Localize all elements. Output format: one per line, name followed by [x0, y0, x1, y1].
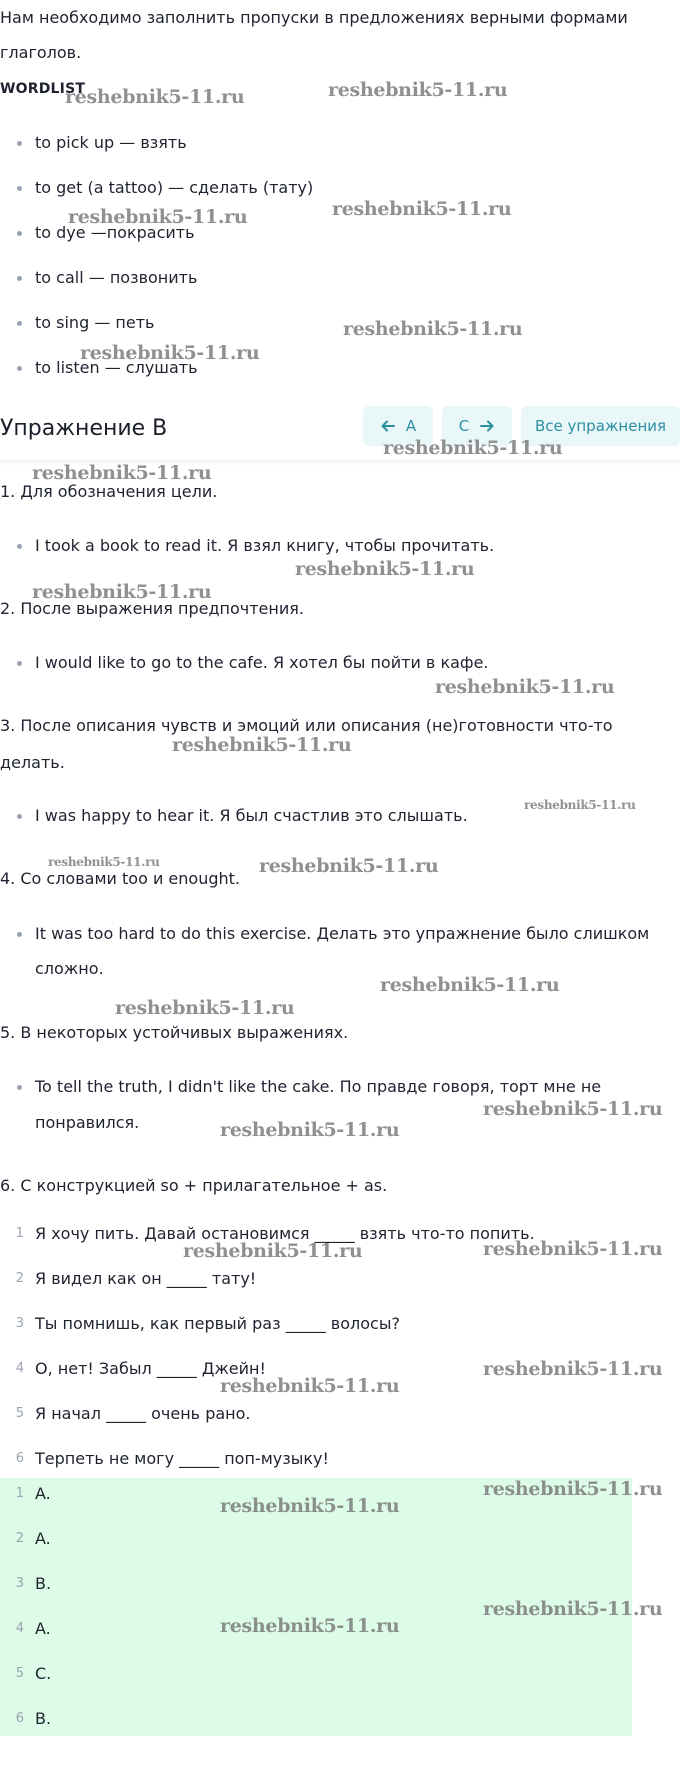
bullet-dot — [17, 141, 22, 146]
rule-example: I would like to go to the cafe. Я хотел бы пойти в кафе. — [35, 653, 489, 672]
bullet-dot — [17, 186, 22, 191]
task-number: 3 — [15, 1316, 24, 1331]
wordlist-item-text: to get (a tattoo) — сделать (тату) — [35, 178, 314, 197]
intro-line: глаголов. — [0, 43, 82, 62]
task-text: Я начал _____ очень рано. — [35, 1404, 251, 1423]
wordlist-item-text: to sing — петь — [35, 313, 155, 332]
answer-text: A. — [35, 1619, 51, 1638]
watermark: reshebnik5-11.ru — [220, 1495, 400, 1517]
rule-example: сложно. — [35, 959, 104, 978]
watermark: reshebnik5-11.ru — [68, 206, 248, 228]
answer-number: 2 — [15, 1531, 24, 1546]
watermark: reshebnik5-11.ru — [343, 318, 523, 340]
watermark: reshebnik5-11.ru — [332, 198, 512, 220]
answer-number: 1 — [15, 1486, 24, 1501]
task-number: 1 — [15, 1226, 24, 1241]
watermark: reshebnik5-11.ru — [483, 1238, 663, 1260]
task-text: Я хочу пить. Давай остановимся _____ взять что-то попить. — [35, 1224, 535, 1243]
bullet-dot — [17, 276, 22, 281]
answer-text: A. — [35, 1529, 51, 1548]
watermark: reshebnik5-11.ru — [65, 86, 245, 108]
answer-text: A. — [35, 1484, 51, 1503]
rule-example: To tell the truth, I didn't like the cake. По правде говоря, торт мне не — [35, 1077, 602, 1096]
watermark: reshebnik5-11.ru — [220, 1615, 400, 1637]
watermark: reshebnik5-11.ru — [48, 855, 160, 869]
bullet-dot — [17, 932, 22, 937]
watermark: reshebnik5-11.ru — [524, 798, 636, 812]
task-number: 5 — [15, 1406, 24, 1421]
rule-title: 3. После описания чувств и эмоций или описания (не)готовности что-то — [0, 716, 613, 735]
arrow-left-icon — [380, 418, 396, 434]
watermark: reshebnik5-11.ru — [435, 676, 615, 698]
watermark: reshebnik5-11.ru — [80, 342, 260, 364]
wordlist-item-text: to pick up — взять — [35, 133, 187, 152]
wordlist-title: WORDLIST — [0, 81, 86, 97]
watermark: reshebnik5-11.ru — [483, 1358, 663, 1380]
rule-example: I took a book to read it. Я взял книгу, чтобы прочитать. — [35, 536, 495, 555]
next-exercise-label: C — [458, 417, 470, 435]
exercise-title: Упражнение B — [0, 416, 168, 441]
rule-title: 2. После выражения предпочтения. — [0, 599, 304, 618]
rule-title: 6. С конструкцией so + прилагательное + as. — [0, 1176, 388, 1195]
rule-example: I was happy to hear it. Я был счастлив это слышать. — [35, 806, 468, 825]
prev-exercise-label: A — [405, 417, 417, 435]
bullet-dot — [17, 661, 22, 666]
bullet-dot — [17, 544, 22, 549]
watermark: reshebnik5-11.ru — [32, 462, 212, 484]
answer-number: 3 — [15, 1576, 24, 1591]
rule-title: делать. — [0, 753, 65, 772]
answer-number: 4 — [15, 1621, 24, 1636]
watermark: reshebnik5-11.ru — [483, 1098, 663, 1120]
wordlist-item-text: to dye —покрасить — [35, 223, 195, 242]
bullet-dot — [17, 321, 22, 326]
watermark: reshebnik5-11.ru — [483, 1478, 663, 1500]
task-text: Ты помнишь, как первый раз _____ волосы? — [35, 1314, 400, 1333]
watermark: reshebnik5-11.ru — [259, 855, 439, 877]
rule-example: It was too hard to do this exercise. Делать это упражнение было слишком — [35, 924, 650, 943]
task-text: Терпеть не могу _____ поп-музыку! — [35, 1449, 329, 1468]
task-text: Я видел как он _____ тату! — [35, 1269, 257, 1288]
task-number: 4 — [15, 1361, 24, 1376]
rule-title: 4. Со словами too и enought. — [0, 869, 240, 888]
task-number: 2 — [15, 1271, 24, 1286]
rule-title: 1. Для обозначения цели. — [0, 482, 218, 501]
answer-text: C. — [35, 1664, 52, 1683]
all-exercises-button[interactable]: Все упражнения — [521, 406, 680, 446]
wordlist-item-text: to listen — слушать — [35, 358, 198, 377]
watermark: reshebnik5-11.ru — [115, 997, 295, 1019]
task-number: 6 — [15, 1451, 24, 1466]
answer-number: 5 — [15, 1666, 24, 1681]
bullet-dot — [17, 814, 22, 819]
watermark: reshebnik5-11.ru — [483, 1598, 663, 1620]
task-text: О, нет! Забыл _____ Джейн! — [35, 1359, 266, 1378]
watermark: reshebnik5-11.ru — [32, 581, 212, 603]
watermark: reshebnik5-11.ru — [172, 734, 352, 756]
watermark: reshebnik5-11.ru — [295, 558, 475, 580]
intro-line: Нам необходимо заполнить пропуски в предложениях верными формами — [0, 8, 628, 27]
rule-example: понравился. — [35, 1113, 140, 1132]
bullet-dot — [17, 1085, 22, 1090]
watermark: reshebnik5-11.ru — [220, 1375, 400, 1397]
watermark: reshebnik5-11.ru — [383, 437, 563, 459]
bullet-dot — [17, 366, 22, 371]
answer-text: B. — [35, 1709, 52, 1728]
rule-title: 5. В некоторых устойчивых выражениях. — [0, 1023, 349, 1042]
watermark: reshebnik5-11.ru — [328, 79, 508, 101]
watermark: reshebnik5-11.ru — [183, 1240, 363, 1262]
watermark: reshebnik5-11.ru — [220, 1119, 400, 1141]
bullet-dot — [17, 231, 22, 236]
watermark: reshebnik5-11.ru — [380, 974, 560, 996]
exercise-header — [0, 400, 680, 460]
wordlist-item-text: to call — позвонить — [35, 268, 198, 287]
answer-number: 6 — [15, 1711, 24, 1726]
answer-text: B. — [35, 1574, 52, 1593]
arrow-right-icon — [479, 418, 495, 434]
